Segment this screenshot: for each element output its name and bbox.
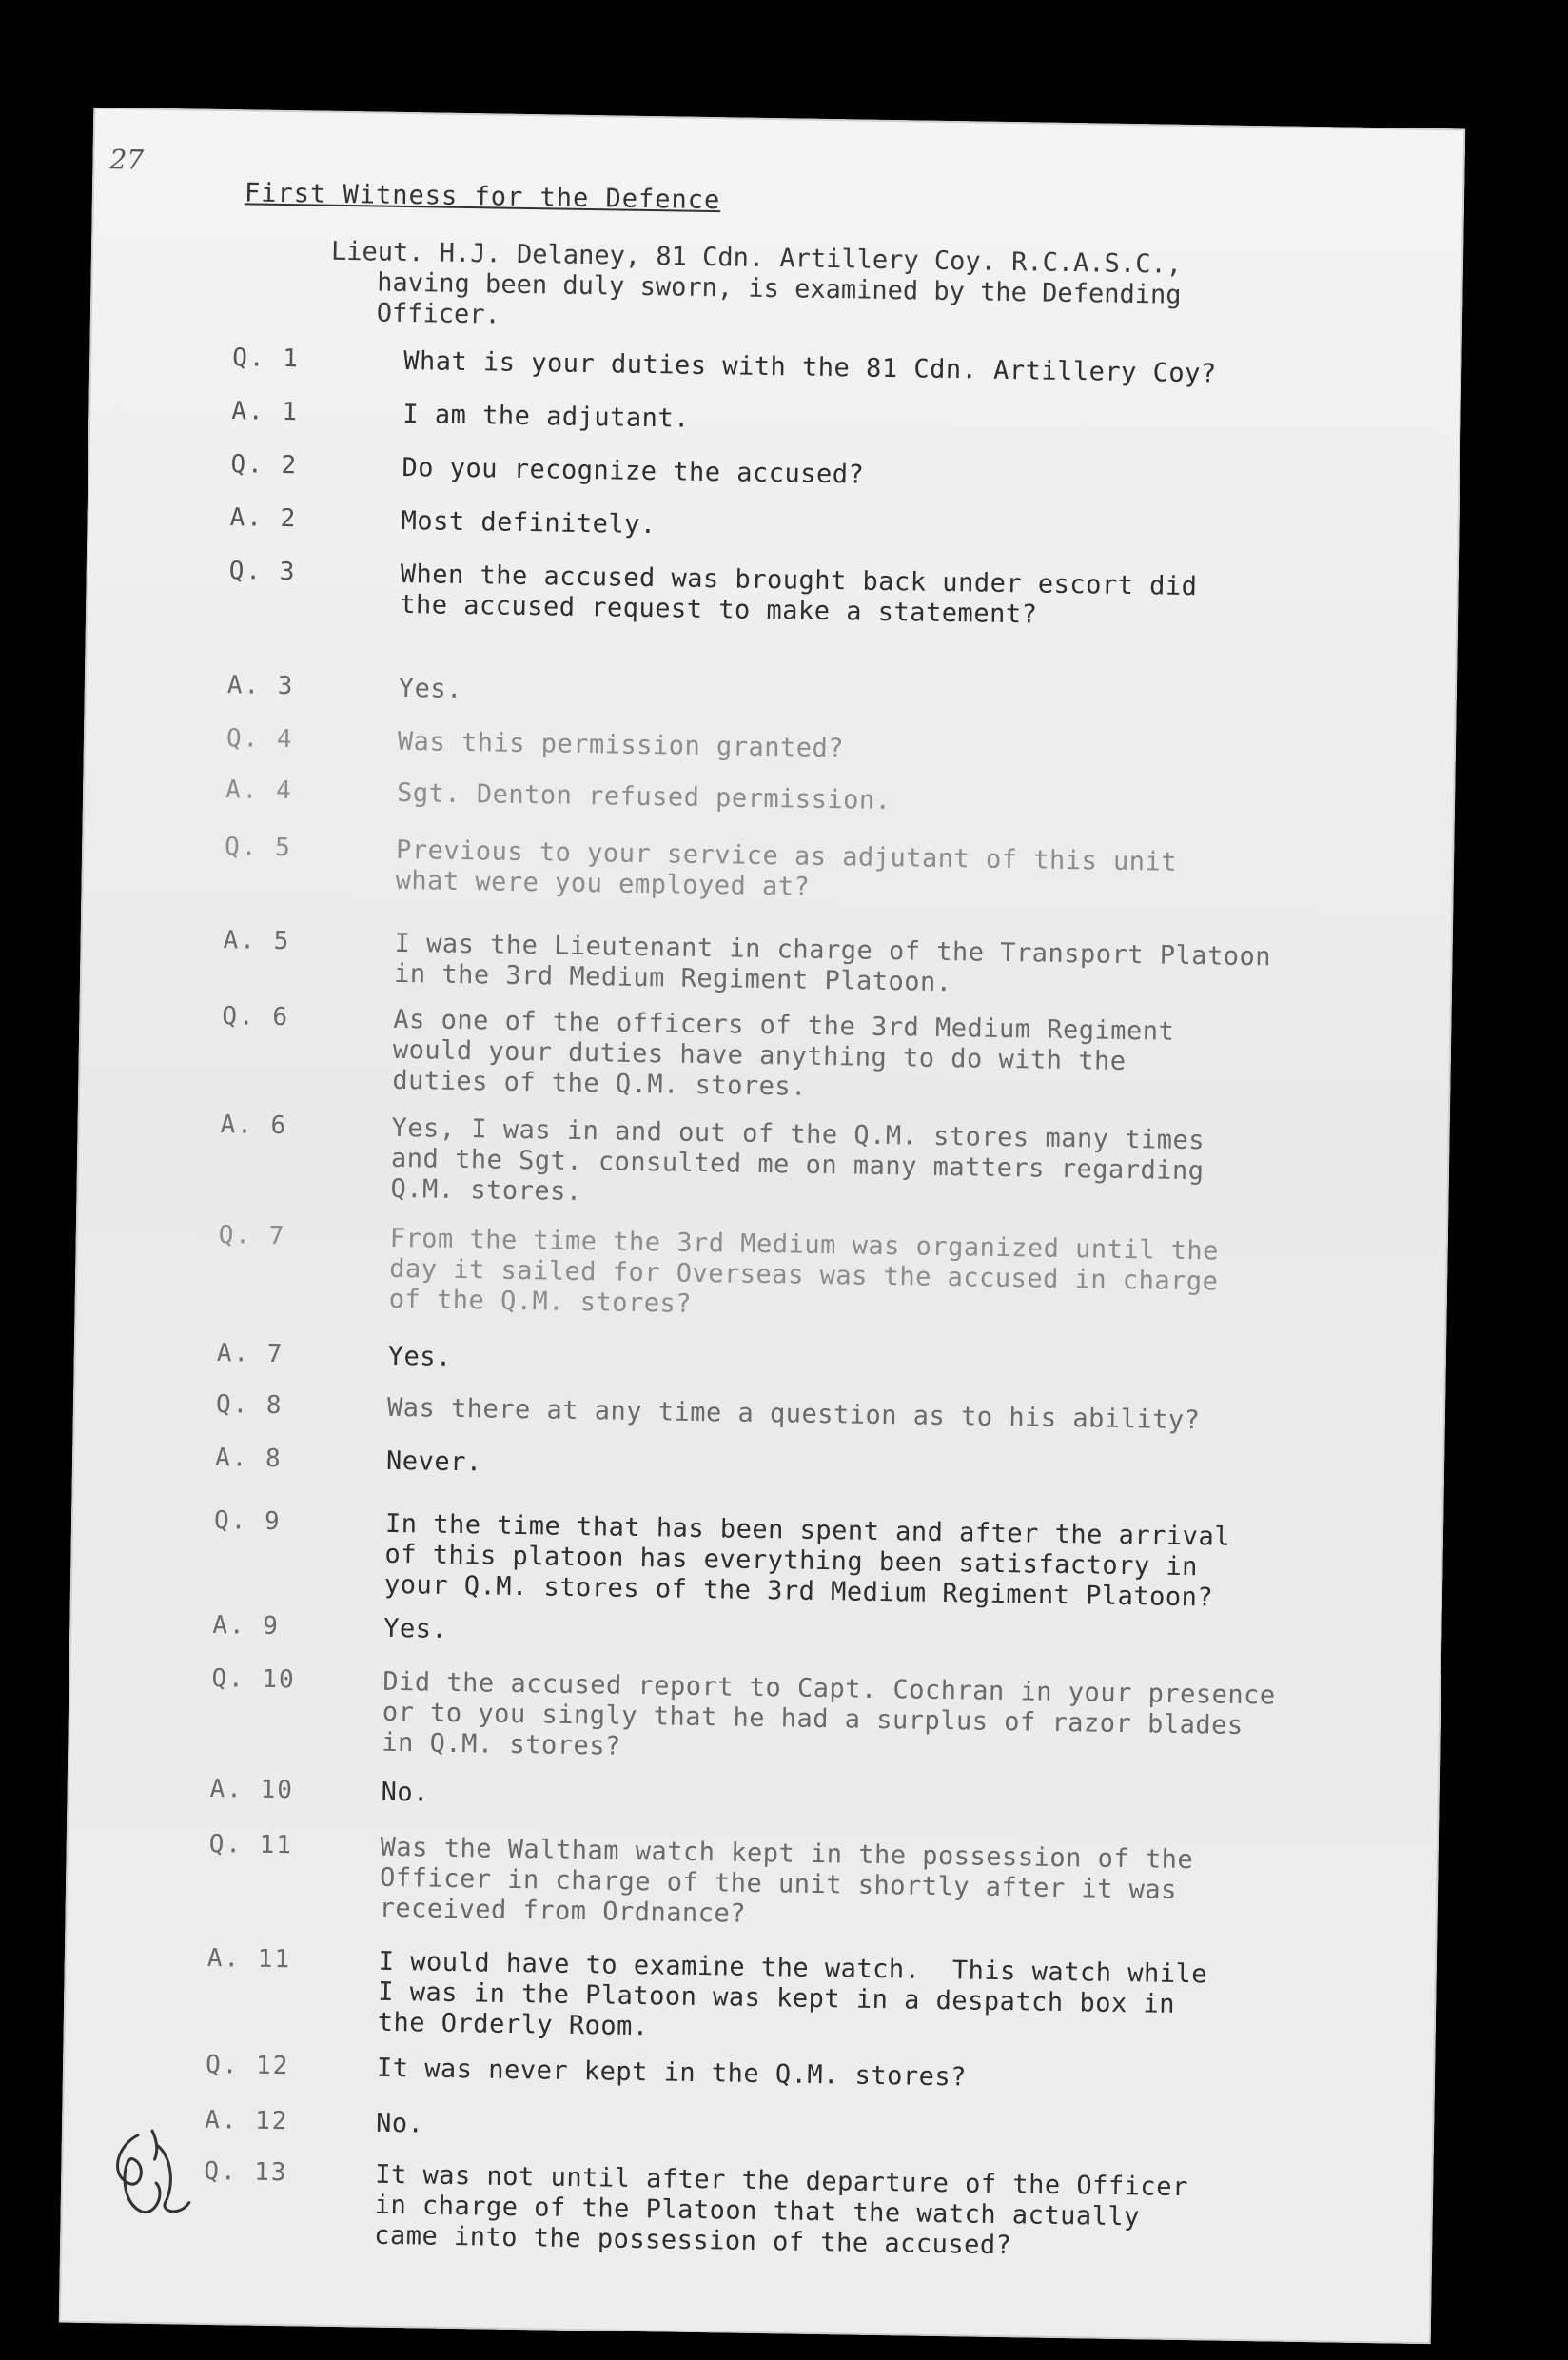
qa-label: Q. 12 [205,2050,290,2081]
qa-label: A. 2 [229,503,298,534]
qa-label: Q. 1 [232,344,301,374]
qa-text: Previous to your service as adjutant of this unit what were you employed at? [395,835,1178,902]
qa-item [73,1388,1445,1436]
qa-label: A. 4 [225,776,293,806]
qa-label: A. 12 [204,2105,289,2136]
qa-label: Q. 8 [215,1390,284,1421]
qa-text: No. [375,2108,424,2139]
qa-item [67,1828,1439,1929]
qa-text: No. [381,1777,430,1808]
qa-item [78,1109,1450,1208]
qa-label: A. 11 [206,1943,292,1975]
qa-item [68,1773,1440,1808]
qa-item [88,502,1460,541]
qa-label: A. 8 [214,1444,283,1474]
qa-item [74,1337,1446,1372]
qa-text: It was never kept in the Q.M. stores? [376,2053,968,2093]
qa-text: Do you recognize the accused? [402,452,865,490]
qa-text: When the accused was brought back under escort did the accused request to make a statement? [399,559,1198,630]
qa-item [85,669,1457,704]
document-page [59,108,1465,2344]
qa-item [76,1219,1448,1319]
qa-item [62,2155,1434,2261]
qa-text: Did the accused report to Capt. Cochran in your presence or to you singly that he had a surplus of razor blades in Q.M. stores? [382,1666,1276,1761]
qa-item [88,448,1460,490]
qa-item [63,2049,1435,2093]
qa-text: Yes, I was in and out of the Q.M. stores many times and the Sgt. consulted me on many matters regarding Q.M. stores. [390,1112,1205,1208]
qa-label: Q. 4 [225,724,294,755]
page-number-mark: 27 [109,144,145,176]
qa-label: A. 6 [220,1111,288,1141]
qa-item [62,2104,1434,2139]
qa-text: It was not until after the departure of the Officer in charge of the Platoon that the watch actually came into the possession of the accused? [374,2159,1188,2261]
qa-text: Was this permission granted? [397,726,845,764]
qa-text: I was the Lieutenant in charge of the Transport Platoon in the 3rd Medium Regiment Platoon. [393,928,1272,998]
section-heading: First Witness for the Defence [244,178,721,216]
qa-item [82,831,1454,902]
handwritten-initials [98,2115,205,2232]
qa-label: Q. 2 [230,450,299,481]
qa-label: A. 10 [209,1774,295,1805]
qa-item [72,1442,1444,1478]
qa-item [80,1000,1452,1102]
qa-text: I am the adjutant. [402,399,691,434]
qa-label: Q. 7 [218,1221,286,1251]
qa-label: A. 9 [212,1610,281,1642]
qa-item [89,395,1461,434]
qa-text: Never. [385,1446,482,1478]
qa-text: As one of the officers of the 3rd Medium Regiment would your duties have anything to do with the duties of the Q.M. stores. [392,1004,1175,1102]
qa-label: Q. 3 [228,557,297,587]
qa-label: A. 7 [216,1339,284,1369]
qa-item [90,342,1462,389]
qa-text: Was there at any time a question as to his ability? [386,1392,1201,1436]
qa-item [81,924,1453,998]
qa-text: Yes. [383,1613,448,1644]
qa-item [65,1942,1437,2042]
qa-text: Yes. [398,673,463,704]
qa-label: A. 1 [231,397,300,427]
qa-label: Q. 9 [213,1505,282,1537]
qa-item [69,1662,1441,1761]
qa-label: Q. 13 [204,2156,288,2188]
qa-text: What is your duties with the 81 Cdn. Artillery Coy? [402,345,1217,389]
qa-text: Yes. [387,1341,453,1372]
qa-label: Q. 6 [222,1002,290,1032]
qa-text: Sgt. Denton refused permission. [396,777,892,816]
qa-item [87,555,1459,630]
qa-text: Most definitely. [401,505,657,541]
qa-label: A. 3 [226,671,295,701]
qa-item [71,1504,1443,1613]
qa-text: Was the Waltham watch kept in the possession of the Officer in charge of the unit shortly after it was received from Ordnance? [379,1832,1194,1929]
qa-text: In the time that has been spent and after the arrival of this platoon has everything been satisfactory in your Q.M. stores of the 3rd Medium Regiment Platoon? [383,1508,1231,1613]
qa-item [84,722,1456,764]
qa-item [83,774,1455,816]
qa-label: Q. 5 [224,833,293,863]
qa-text: I would have to examine the watch. This watch while I was in the Platoon was kept in a despatch box in the Orderly Room. [377,1946,1208,2042]
qa-label: Q. 10 [211,1663,296,1695]
qa-text: From the time the 3rd Medium was organized until the day it sailed for Overseas was the accused in charge of the Q.M. stores? [388,1223,1220,1319]
witness-intro: Lieut. H.J. Delaney, 81 Cdn. Artillery Coy. R.C.A.S.C., having been duly sworn, is examined by the Defending Officer. [329,236,1183,330]
qa-label: Q. 11 [208,1829,294,1860]
qa-label: A. 5 [223,926,291,956]
